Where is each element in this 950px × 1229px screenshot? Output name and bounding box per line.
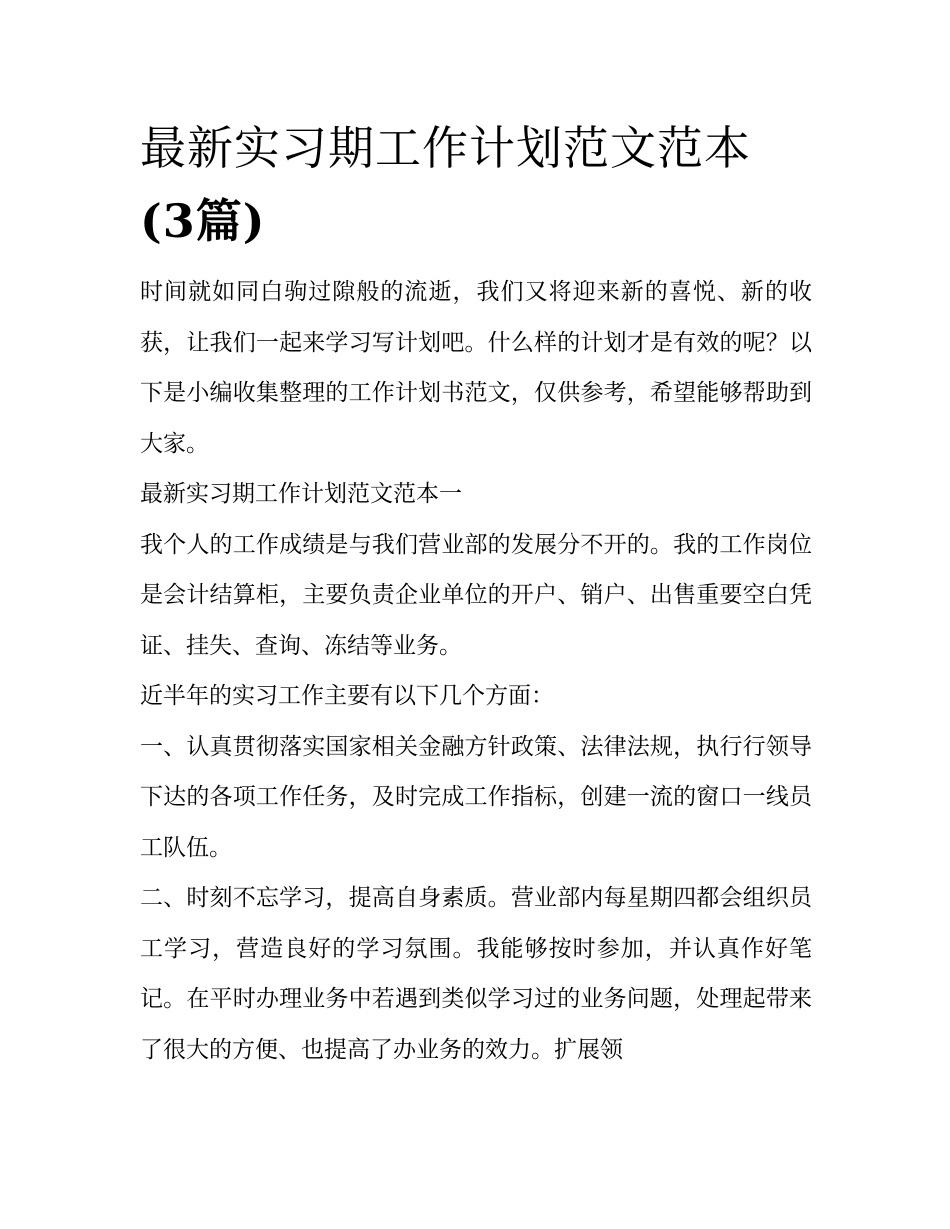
body-paragraph: 一、认真贯彻落实国家相关金融方针政策、法律法规，执行行领导下达的各项工作任务，及时完成工作指标，创建一流的窗口一线员工队伍。 xyxy=(140,733,812,861)
body-paragraph: 我个人的工作成绩是与我们营业部的发展分不开的。我的工作岗位是会计结算柜，主要负责企业单位的开户、销户、出售重要空白凭证、挂失、查询、冻结等业务。 xyxy=(140,531,812,659)
body-paragraph: 二、时刻不忘学习，提高自身素质。营业部内每星期四都会组织员工学习，营造良好的学习氛围。我能够按时参加，并认真作好笔记。在平时办理业务中若遇到类似学习过的业务问题，处理起带来了很大的方便、也提高了办业务的效力。扩展领 xyxy=(140,885,812,1063)
document-body xyxy=(140,112,812,1075)
intro-paragraph: 时间就如同白驹过隙般的流逝，我们又将迎来新的喜悦、新的收获，让我们一起来学习写计划吧。什么样的计划才是有效的呢？以下是小编收集整理的工作计划书范文，仅供参考，希望能够帮助到大家。 xyxy=(140,279,812,457)
document-title xyxy=(140,112,812,258)
body-paragraph: 近半年的实习工作主要有以下几个方面： xyxy=(140,683,554,709)
title-count: (3篇) xyxy=(140,194,266,248)
section-heading: 最新实习期工作计划范文范本一 xyxy=(140,481,462,507)
title-main: 最新实习期工作计划范文范本 xyxy=(140,121,751,175)
